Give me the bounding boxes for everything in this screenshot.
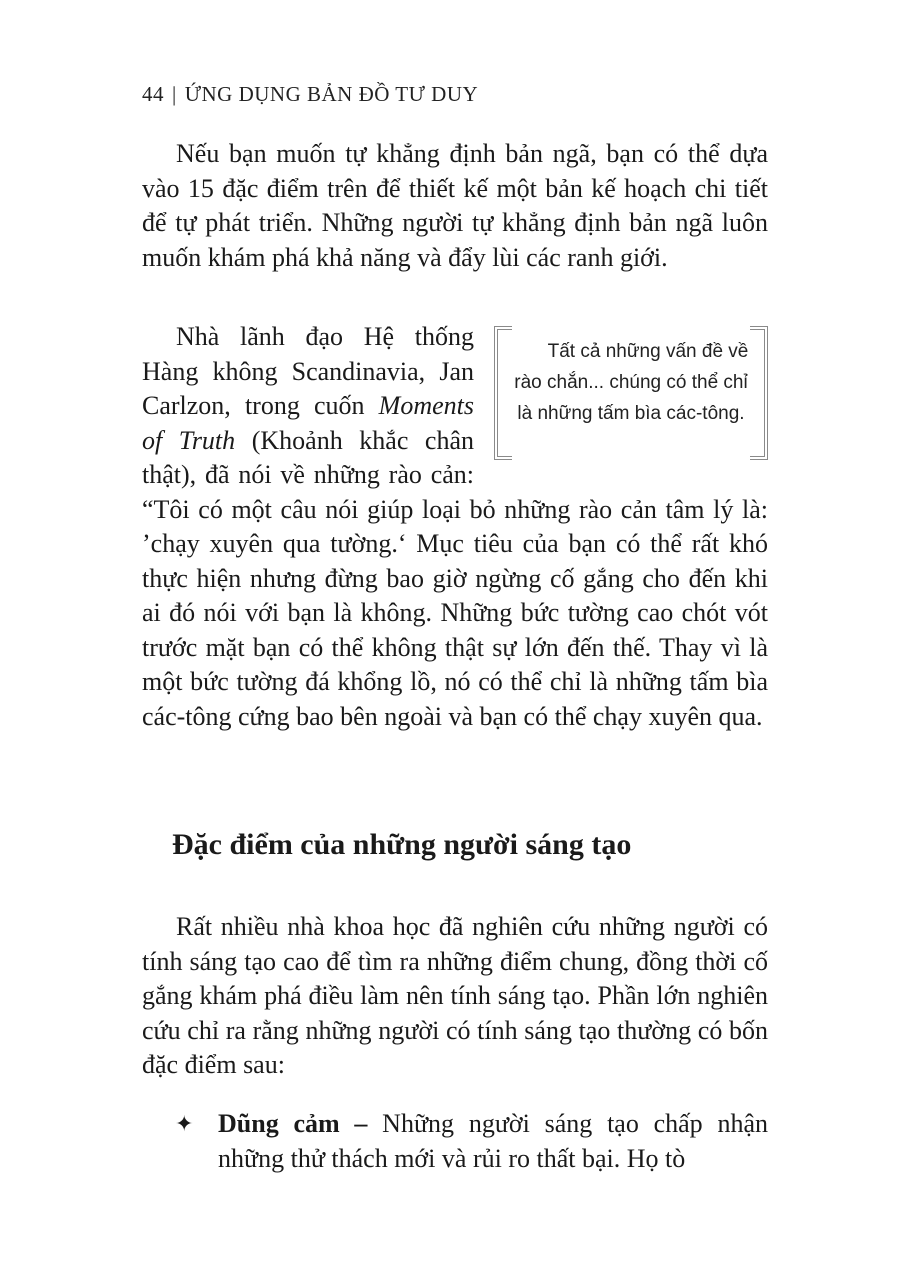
paragraph-carlzon bbox=[142, 320, 768, 734]
bullet-text bbox=[218, 1107, 768, 1176]
pull-quote-box bbox=[494, 326, 768, 476]
four-point-star-icon: ✦ bbox=[175, 1111, 194, 1136]
pull-quote-text: Tất cả những vấn đề về rào chắn... chúng có thể chỉ là những tấm bìa các-tông. bbox=[514, 341, 749, 424]
carlzon-quote: (Khoảnh khắc chân thật), đã nói về những rào cản: “Tôi có một câu nói giúp loại bỏ những rào cản tâm lý là: ’chạy xuyên qua tường.‘ Mục tiêu của bạn có thể rất khó thực hiện nhưng đừng bao giờ ngừng cố gắng cho đến khi ai đó nói với bạn là không. Những bức tường cao chót vót trước mặt bạn có thể không thật sự lớn đến thế. Thay vì là một bức tường đá khổng lồ, nó có thể chỉ là những tấm bìa các-tông cứng bao bên ngoài và bạn có thể chạy xuyên qua. bbox=[142, 425, 768, 731]
carlzon-intro: Nhà lãnh đạo Hệ thống Hàng không Scandinavia, Jan Carlzon, trong cuốn bbox=[142, 322, 474, 420]
paragraph-creative-research: Rất nhiều nhà khoa học đã nghiên cứu những người có tính sáng tạo cao để tìm ra những điểm chung, đồng thời cố gắng khám phá điều làm nên tính sáng tạo. Phần lớn nghiên cứu chỉ ra rằng những người có tính sáng tạo thường có bốn đặc điểm sau: bbox=[142, 912, 768, 1079]
paragraph-self-actualization: Nếu bạn muốn tự khẳng định bản ngã, bạn có thể dựa vào 15 đặc điểm trên để thiết kế một bản kế hoạch chi tiết để tự phát triển. Những người tự khẳng định bản ngã luôn muốn khám phá khả năng và đẩy lùi các ranh giới. bbox=[142, 139, 768, 272]
book-title: ỨNG DỤNG BẢN ĐỒ TƯ DUY bbox=[184, 82, 479, 106]
bullet-item-courage bbox=[175, 1107, 768, 1176]
bullet-description: Những người sáng tạo chấp nhận những thử thách mới và rủi ro thất bại. Họ tò bbox=[218, 1109, 768, 1173]
pull-quote-left-bracket bbox=[494, 326, 512, 460]
header-separator: | bbox=[172, 82, 177, 106]
page-number: 44 bbox=[142, 82, 164, 106]
section-heading: Đặc điểm của những người sáng tạo bbox=[172, 828, 632, 861]
bullet-term: Dũng cảm – bbox=[218, 1109, 368, 1138]
running-header bbox=[142, 82, 478, 107]
pull-quote-right-bracket bbox=[750, 326, 768, 460]
book-title-italic: Moments of Truth bbox=[142, 391, 474, 455]
